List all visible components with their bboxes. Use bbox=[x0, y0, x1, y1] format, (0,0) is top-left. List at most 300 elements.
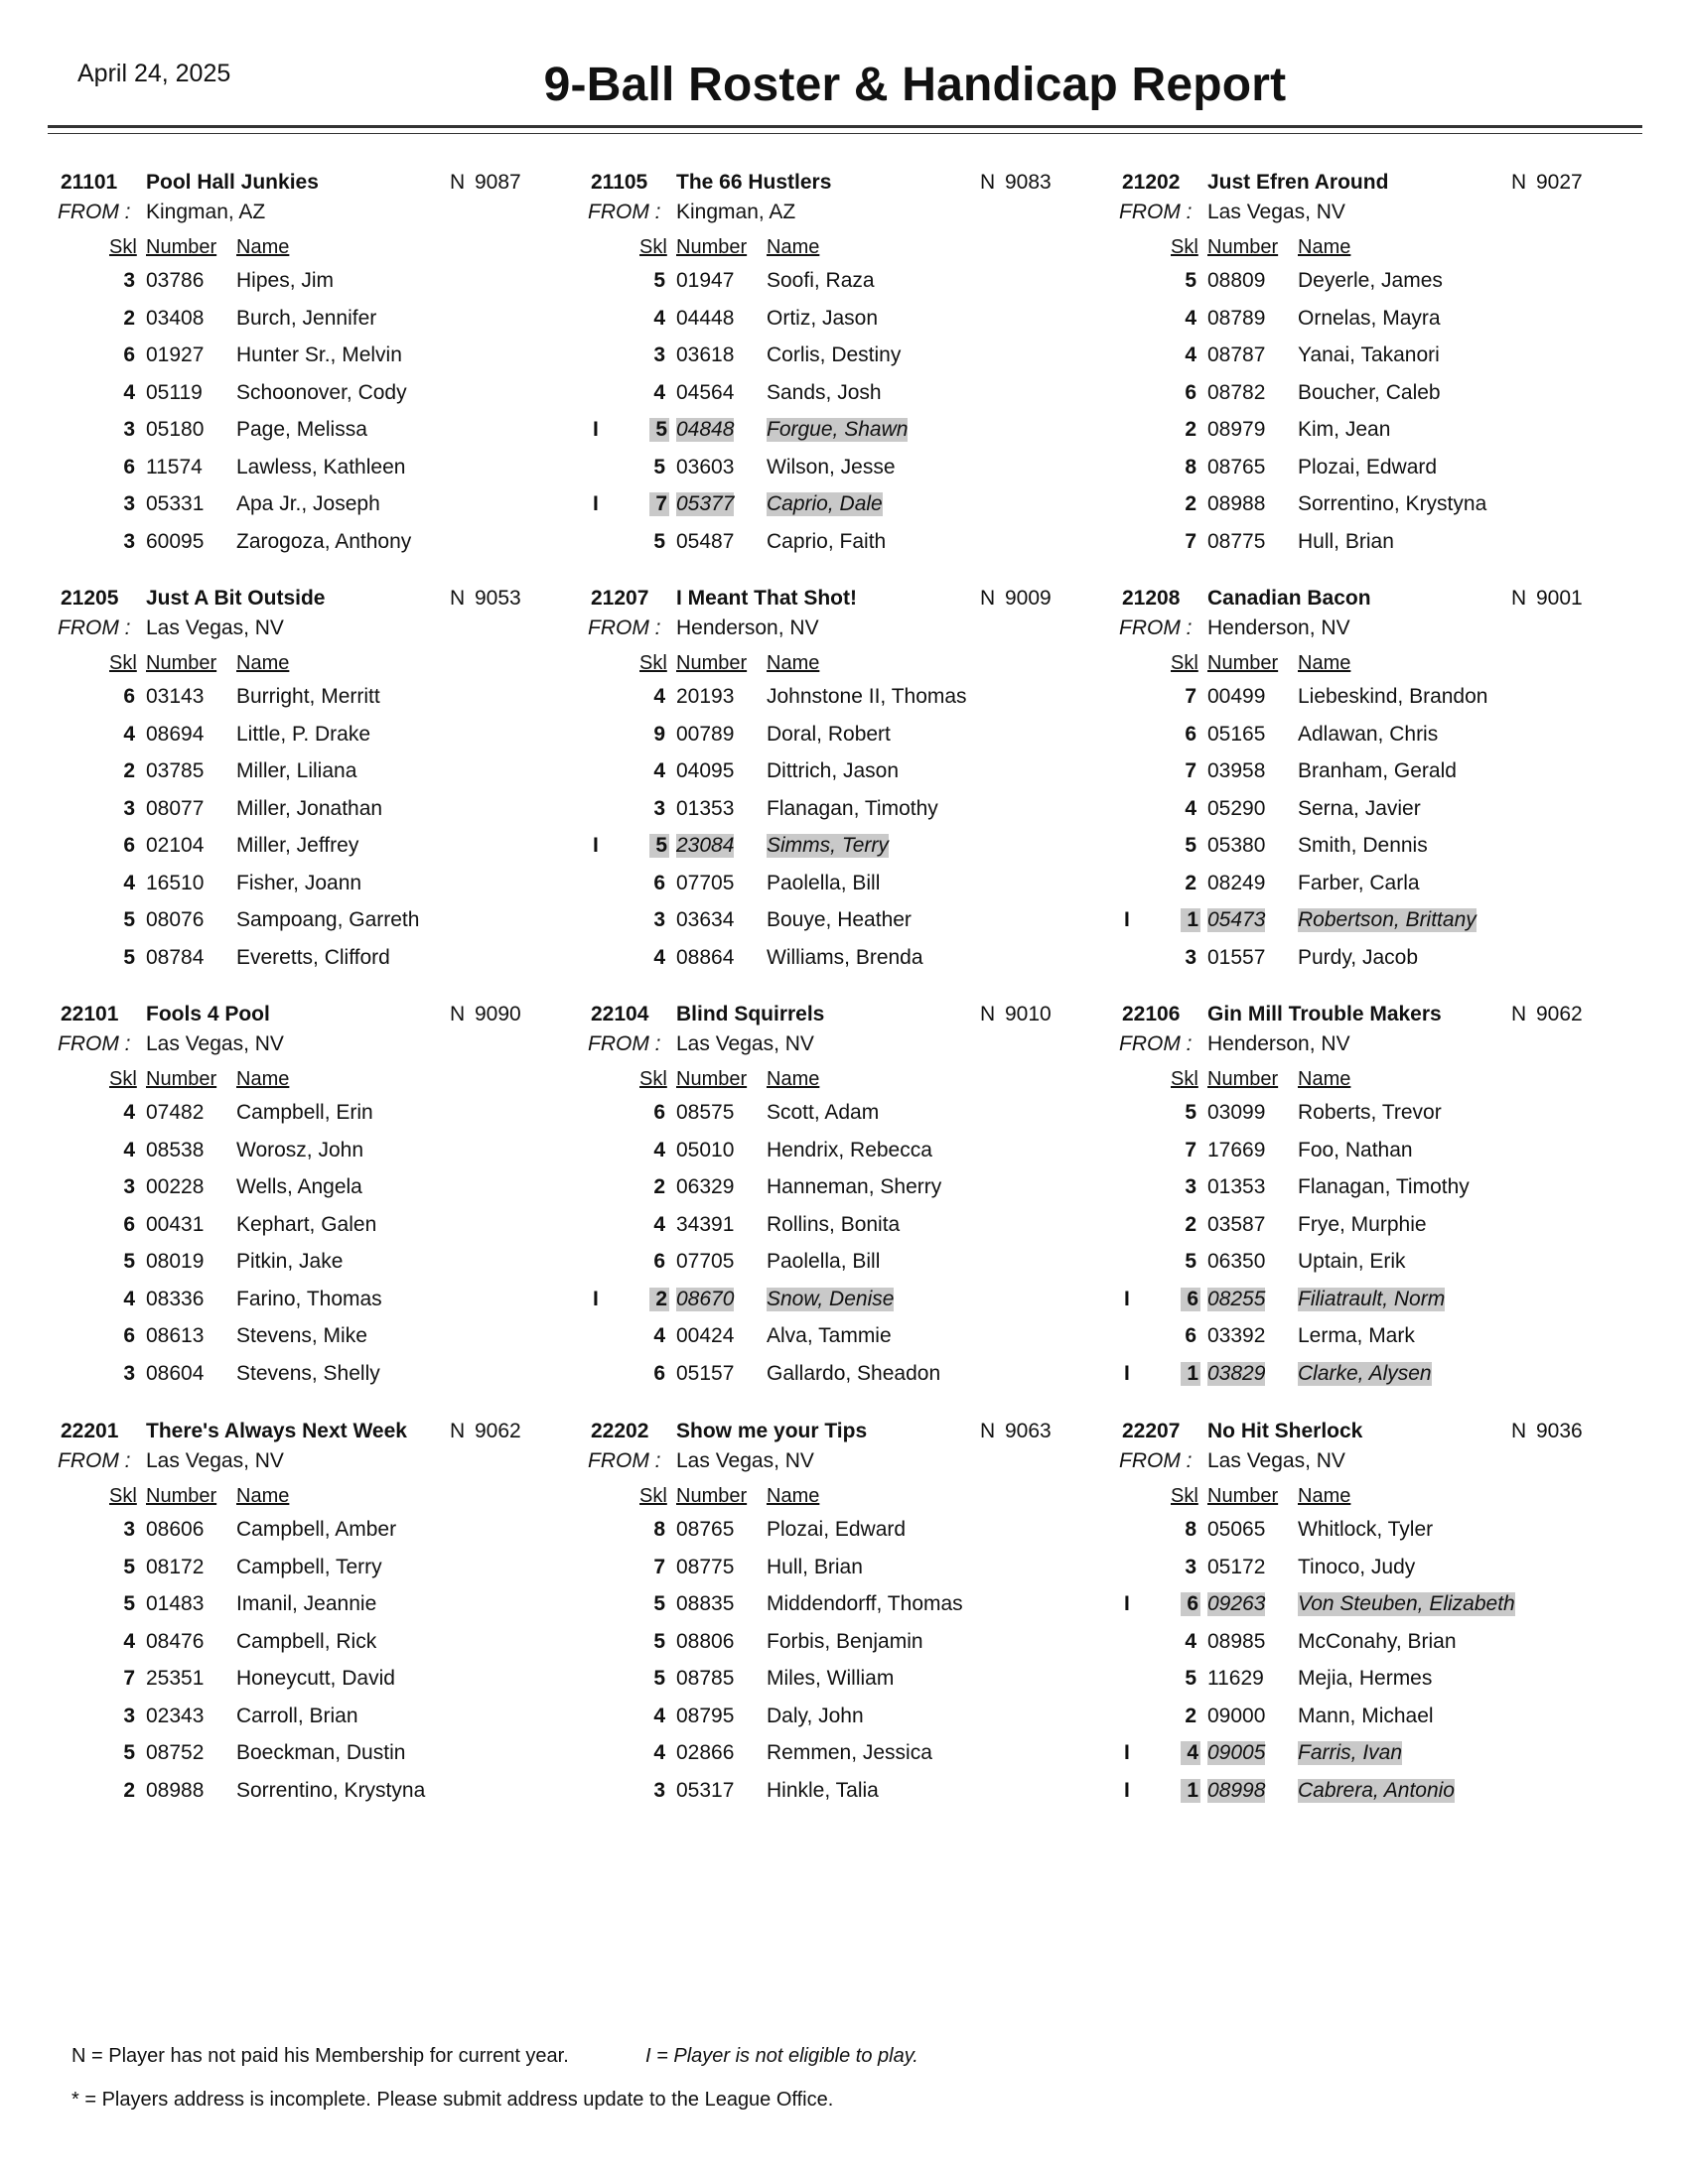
player-row bbox=[1109, 1738, 1625, 1768]
player-flag: I bbox=[1124, 908, 1130, 931]
player-skill: 3 bbox=[653, 796, 665, 820]
legend-star-note: * = Players address is incomplete. Please submit address update to the League Office. bbox=[71, 2089, 834, 2111]
player-skill: 3 bbox=[1185, 1175, 1196, 1198]
player-row bbox=[578, 1589, 1094, 1619]
player-skill: 6 bbox=[123, 685, 135, 708]
team-number: 9027 bbox=[1536, 171, 1583, 194]
player-skill: 3 bbox=[123, 1518, 135, 1541]
player-row bbox=[578, 1553, 1094, 1582]
player-number: 08784 bbox=[146, 945, 205, 969]
player-row bbox=[48, 720, 564, 750]
player-skill: 5 bbox=[1185, 1667, 1196, 1690]
player-skill: 5 bbox=[653, 1629, 665, 1653]
team-name: Show me your Tips bbox=[676, 1420, 868, 1442]
player-row bbox=[1109, 1172, 1625, 1202]
player-number: 00424 bbox=[676, 1324, 735, 1347]
player-row bbox=[1109, 527, 1625, 557]
player-name: Honeycutt, David bbox=[236, 1667, 395, 1690]
team-from-label: FROM : bbox=[1119, 1449, 1193, 1472]
player-row bbox=[578, 1627, 1094, 1657]
player-name: Sands, Josh bbox=[767, 380, 882, 404]
player-row bbox=[1109, 682, 1625, 712]
player-skill: 5 bbox=[1185, 834, 1196, 857]
player-number: 02343 bbox=[146, 1704, 205, 1727]
player-name: Williams, Brenda bbox=[767, 945, 923, 969]
player-number: 08988 bbox=[1207, 492, 1266, 515]
player-skill: 5 bbox=[653, 1592, 665, 1615]
column-header-number: Number bbox=[1207, 652, 1279, 674]
player-name: Hendrix, Rebecca bbox=[767, 1138, 932, 1161]
player-skill: 6 bbox=[123, 455, 135, 478]
team-block bbox=[48, 1420, 564, 1817]
player-name: Roberts, Trevor bbox=[1298, 1101, 1442, 1124]
player-skill: 3 bbox=[123, 1704, 135, 1727]
player-name: Burch, Jennifer bbox=[236, 306, 377, 330]
player-number: 20193 bbox=[676, 685, 735, 708]
player-number: 08775 bbox=[676, 1555, 735, 1578]
player-row bbox=[48, 831, 564, 861]
player-number: 08019 bbox=[146, 1250, 205, 1273]
player-number: 08694 bbox=[146, 722, 205, 746]
team-from-label: FROM : bbox=[588, 201, 661, 223]
player-number: 08782 bbox=[1207, 380, 1266, 404]
player-row bbox=[48, 415, 564, 445]
player-number: 03603 bbox=[676, 455, 735, 478]
player-number: 08575 bbox=[676, 1101, 735, 1124]
player-number: 03829 bbox=[1207, 1361, 1266, 1385]
column-header-number: Number bbox=[676, 1068, 748, 1090]
player-name: Carroll, Brian bbox=[236, 1704, 358, 1727]
player-name: Doral, Robert bbox=[767, 722, 891, 746]
player-row bbox=[48, 1664, 564, 1694]
team-header bbox=[48, 1003, 564, 1055]
player-skill: 5 bbox=[649, 418, 669, 442]
player-row bbox=[578, 1210, 1094, 1240]
team-from: Las Vegas, NV bbox=[146, 616, 284, 639]
player-number: 05290 bbox=[1207, 796, 1266, 820]
player-skill: 7 bbox=[1185, 759, 1196, 782]
player-row bbox=[48, 1098, 564, 1128]
player-skill: 4 bbox=[653, 1741, 665, 1764]
team-id: 21105 bbox=[591, 171, 648, 194]
team-from-label: FROM : bbox=[58, 1032, 131, 1055]
player-number: 08985 bbox=[1207, 1629, 1266, 1653]
team-block bbox=[578, 1003, 1094, 1400]
player-row bbox=[578, 453, 1094, 482]
team-from-label: FROM : bbox=[588, 1032, 661, 1055]
player-skill: 2 bbox=[1185, 1212, 1196, 1236]
player-skill: 4 bbox=[123, 722, 135, 746]
team-header bbox=[578, 171, 1094, 223]
player-row bbox=[48, 1553, 564, 1582]
column-header-name: Name bbox=[1298, 236, 1351, 258]
player-number: 03634 bbox=[676, 908, 735, 931]
column-header-skl: Skl bbox=[1171, 236, 1198, 258]
player-skill: 7 bbox=[1185, 1138, 1196, 1161]
player-name: Little, P. Drake bbox=[236, 722, 371, 746]
player-name: Boeckman, Dustin bbox=[236, 1741, 406, 1764]
player-number: 04095 bbox=[676, 759, 735, 782]
player-skill: 5 bbox=[123, 945, 135, 969]
player-row bbox=[578, 720, 1094, 750]
player-name: Middendorff, Thomas bbox=[767, 1592, 963, 1615]
player-number: 00499 bbox=[1207, 685, 1266, 708]
team-name: The 66 Hustlers bbox=[676, 171, 832, 194]
player-name: Imanil, Jeannie bbox=[236, 1592, 377, 1615]
player-row bbox=[578, 943, 1094, 973]
player-number: 05487 bbox=[676, 529, 735, 553]
player-row bbox=[578, 756, 1094, 786]
column-header-number: Number bbox=[146, 652, 217, 674]
player-skill: 3 bbox=[123, 418, 135, 441]
player-name: Flanagan, Timothy bbox=[767, 796, 938, 820]
player-number: 03618 bbox=[676, 343, 735, 366]
player-number: 08809 bbox=[1207, 269, 1266, 292]
player-skill: 3 bbox=[123, 269, 135, 292]
player-skill: 2 bbox=[123, 1778, 135, 1802]
column-header-skl: Skl bbox=[639, 236, 667, 258]
player-name: Filiatrault, Norm bbox=[1298, 1287, 1446, 1310]
player-number: 08249 bbox=[1207, 871, 1266, 894]
player-skill: 2 bbox=[653, 1175, 665, 1198]
player-number: 05473 bbox=[1207, 908, 1266, 931]
player-skill: 6 bbox=[1181, 1592, 1200, 1616]
team-from: Las Vegas, NV bbox=[676, 1032, 814, 1055]
column-header-number: Number bbox=[676, 1485, 748, 1507]
player-row bbox=[578, 1247, 1094, 1277]
player-number: 05180 bbox=[146, 418, 205, 441]
player-name: Corlis, Destiny bbox=[767, 343, 902, 366]
player-skill: 5 bbox=[123, 1741, 135, 1764]
player-number: 05165 bbox=[1207, 722, 1266, 746]
player-number: 05010 bbox=[676, 1138, 735, 1161]
player-name: Forgue, Shawn bbox=[767, 418, 909, 441]
player-name: Pitkin, Jake bbox=[236, 1250, 344, 1273]
player-row bbox=[1109, 1136, 1625, 1165]
player-row bbox=[578, 1359, 1094, 1389]
team-flag: N bbox=[980, 171, 996, 194]
player-skill: 4 bbox=[123, 1101, 135, 1124]
player-row bbox=[48, 869, 564, 898]
player-name: Hinkle, Talia bbox=[767, 1778, 879, 1802]
player-skill: 3 bbox=[653, 908, 665, 931]
team-flag: N bbox=[1511, 587, 1527, 610]
player-skill: 7 bbox=[1185, 529, 1196, 553]
player-skill: 3 bbox=[123, 1175, 135, 1198]
team-from: Las Vegas, NV bbox=[146, 1032, 284, 1055]
player-row bbox=[48, 489, 564, 519]
player-name: Liebeskind, Brandon bbox=[1298, 685, 1488, 708]
player-number: 00789 bbox=[676, 722, 735, 746]
player-row bbox=[578, 1285, 1094, 1314]
player-name: Campbell, Amber bbox=[236, 1518, 397, 1541]
player-name: Deyerle, James bbox=[1298, 269, 1443, 292]
player-name: Farris, Ivan bbox=[1298, 1741, 1403, 1764]
player-number: 34391 bbox=[676, 1212, 735, 1236]
player-name: Miles, William bbox=[767, 1667, 895, 1690]
team-name: I Meant That Shot! bbox=[676, 587, 857, 610]
player-row bbox=[1109, 1359, 1625, 1389]
player-name: Clarke, Alysen bbox=[1298, 1361, 1432, 1385]
team-block bbox=[578, 587, 1094, 984]
player-number: 08765 bbox=[676, 1518, 735, 1541]
player-row bbox=[578, 1172, 1094, 1202]
player-name: Sampoang, Garreth bbox=[236, 908, 420, 931]
player-skill: 4 bbox=[653, 945, 665, 969]
player-row bbox=[578, 1664, 1094, 1694]
player-name: Tinoco, Judy bbox=[1298, 1555, 1416, 1578]
team-header bbox=[48, 1420, 564, 1472]
player-row bbox=[48, 1321, 564, 1351]
player-name: Boucher, Caleb bbox=[1298, 380, 1441, 404]
team-id: 22101 bbox=[61, 1003, 119, 1025]
player-number: 08476 bbox=[146, 1629, 205, 1653]
player-number: 03143 bbox=[146, 685, 205, 708]
column-header-skl: Skl bbox=[109, 236, 137, 258]
team-id: 22106 bbox=[1122, 1003, 1181, 1025]
column-header-number: Number bbox=[676, 652, 748, 674]
team-header bbox=[1109, 1420, 1625, 1472]
player-number: 05119 bbox=[146, 380, 203, 404]
player-name: Campbell, Erin bbox=[236, 1101, 373, 1124]
player-row bbox=[48, 1738, 564, 1768]
player-skill: 7 bbox=[123, 1667, 135, 1690]
player-name: Stevens, Shelly bbox=[236, 1361, 380, 1385]
column-header-name: Name bbox=[236, 652, 290, 674]
player-row bbox=[48, 1247, 564, 1277]
player-skill: 4 bbox=[1185, 306, 1196, 330]
team-from-label: FROM : bbox=[1119, 201, 1193, 223]
player-row bbox=[48, 527, 564, 557]
player-skill: 6 bbox=[653, 1101, 665, 1124]
player-row bbox=[1109, 756, 1625, 786]
player-number: 03587 bbox=[1207, 1212, 1266, 1236]
team-block bbox=[48, 1003, 564, 1400]
player-number: 01947 bbox=[676, 269, 735, 292]
player-number: 07705 bbox=[676, 871, 735, 894]
player-skill: 5 bbox=[1185, 269, 1196, 292]
team-from: Henderson, NV bbox=[1207, 1032, 1350, 1055]
player-row bbox=[48, 453, 564, 482]
player-number: 07705 bbox=[676, 1250, 735, 1273]
team-from: Las Vegas, NV bbox=[146, 1449, 284, 1472]
player-number: 07482 bbox=[146, 1101, 205, 1124]
player-name: Miller, Liliana bbox=[236, 759, 357, 782]
player-skill: 4 bbox=[653, 685, 665, 708]
player-name: Worosz, John bbox=[236, 1138, 363, 1161]
player-skill: 2 bbox=[1185, 418, 1196, 441]
player-row bbox=[578, 682, 1094, 712]
player-name: Simms, Terry bbox=[767, 834, 889, 857]
player-number: 04564 bbox=[676, 380, 735, 404]
player-skill: 2 bbox=[1185, 492, 1196, 515]
player-row bbox=[48, 905, 564, 935]
column-header-name: Name bbox=[767, 1068, 820, 1090]
player-skill: 5 bbox=[653, 529, 665, 553]
team-block bbox=[1109, 587, 1625, 984]
player-name: Smith, Dennis bbox=[1298, 834, 1428, 857]
player-skill: 4 bbox=[653, 1212, 665, 1236]
player-skill: 2 bbox=[649, 1288, 669, 1311]
player-number: 08336 bbox=[146, 1287, 205, 1310]
player-name: Farino, Thomas bbox=[236, 1287, 382, 1310]
player-name: Zarogoza, Anthony bbox=[236, 529, 412, 553]
player-name: Uptain, Erik bbox=[1298, 1250, 1406, 1273]
player-row bbox=[48, 1172, 564, 1202]
team-from: Las Vegas, NV bbox=[1207, 201, 1345, 223]
team-block bbox=[578, 171, 1094, 568]
player-name: Von Steuben, Elizabeth bbox=[1298, 1592, 1515, 1615]
player-skill: 5 bbox=[123, 1592, 135, 1615]
player-row bbox=[1109, 1553, 1625, 1582]
player-skill: 6 bbox=[1185, 1324, 1196, 1347]
team-header bbox=[1109, 1003, 1625, 1055]
player-name: Page, Melissa bbox=[236, 418, 367, 441]
player-skill: 6 bbox=[1181, 1288, 1200, 1311]
player-number: 60095 bbox=[146, 529, 205, 553]
player-skill: 7 bbox=[1185, 685, 1196, 708]
player-skill: 5 bbox=[123, 908, 135, 931]
player-number: 11629 bbox=[1207, 1667, 1264, 1690]
player-name: Burright, Merritt bbox=[236, 685, 380, 708]
player-row bbox=[48, 1589, 564, 1619]
player-skill: 3 bbox=[1185, 1555, 1196, 1578]
team-from: Las Vegas, NV bbox=[1207, 1449, 1345, 1472]
player-name: Robertson, Brittany bbox=[1298, 908, 1477, 931]
player-skill: 6 bbox=[123, 834, 135, 857]
player-row bbox=[1109, 304, 1625, 334]
player-row bbox=[578, 304, 1094, 334]
player-row bbox=[578, 1515, 1094, 1545]
player-name: Lawless, Kathleen bbox=[236, 455, 406, 478]
player-name: Hull, Brian bbox=[767, 1555, 863, 1578]
player-number: 08864 bbox=[676, 945, 735, 969]
player-row bbox=[578, 905, 1094, 935]
player-skill: 4 bbox=[123, 871, 135, 894]
player-row bbox=[578, 266, 1094, 296]
team-block bbox=[48, 587, 564, 984]
header-rule-thin bbox=[48, 133, 1642, 134]
column-header-number: Number bbox=[676, 236, 748, 258]
player-number: 03785 bbox=[146, 759, 205, 782]
player-flag: I bbox=[593, 834, 599, 857]
player-name: Johnstone II, Thomas bbox=[767, 685, 967, 708]
column-header-number: Number bbox=[146, 236, 217, 258]
column-header-skl: Skl bbox=[639, 1068, 667, 1090]
team-id: 21208 bbox=[1122, 587, 1181, 610]
player-name: Farber, Carla bbox=[1298, 871, 1420, 894]
team-name: Fools 4 Pool bbox=[146, 1003, 270, 1025]
player-flag: I bbox=[593, 492, 599, 515]
player-name: Ortiz, Jason bbox=[767, 306, 879, 330]
player-skill: 3 bbox=[123, 529, 135, 553]
player-row bbox=[1109, 794, 1625, 824]
player-number: 01353 bbox=[676, 796, 735, 820]
team-from-label: FROM : bbox=[1119, 1032, 1193, 1055]
player-name: Plozai, Edward bbox=[1298, 455, 1438, 478]
player-row bbox=[578, 869, 1094, 898]
team-number: 9090 bbox=[475, 1003, 521, 1025]
player-skill: 6 bbox=[653, 1250, 665, 1273]
player-name: Fisher, Joann bbox=[236, 871, 362, 894]
team-flag: N bbox=[1511, 1003, 1527, 1025]
player-skill: 4 bbox=[123, 1287, 135, 1310]
player-skill: 5 bbox=[1185, 1250, 1196, 1273]
column-header-skl: Skl bbox=[639, 652, 667, 674]
player-skill: 6 bbox=[123, 1212, 135, 1236]
player-skill: 4 bbox=[1185, 343, 1196, 366]
player-flag: I bbox=[1124, 1287, 1130, 1310]
player-number: 03392 bbox=[1207, 1324, 1266, 1347]
team-number: 9010 bbox=[1005, 1003, 1052, 1025]
column-header-name: Name bbox=[236, 236, 290, 258]
player-number: 05331 bbox=[146, 492, 205, 515]
column-header-number: Number bbox=[1207, 236, 1279, 258]
player-flag: I bbox=[593, 1287, 599, 1310]
team-name: Pool Hall Junkies bbox=[146, 171, 319, 194]
player-number: 04448 bbox=[676, 306, 735, 330]
player-row bbox=[1109, 415, 1625, 445]
team-name: Gin Mill Trouble Makers bbox=[1207, 1003, 1442, 1025]
column-header-number: Number bbox=[1207, 1485, 1279, 1507]
player-number: 08795 bbox=[676, 1704, 735, 1727]
player-number: 08835 bbox=[676, 1592, 735, 1615]
team-block bbox=[1109, 1420, 1625, 1817]
player-skill: 5 bbox=[653, 455, 665, 478]
player-row bbox=[48, 1359, 564, 1389]
player-number: 08255 bbox=[1207, 1287, 1266, 1310]
player-name: Alva, Tammie bbox=[767, 1324, 892, 1347]
player-skill: 1 bbox=[1181, 908, 1200, 932]
player-number: 05380 bbox=[1207, 834, 1266, 857]
player-name: Cabrera, Antonio bbox=[1298, 1778, 1455, 1802]
player-row bbox=[1109, 1210, 1625, 1240]
player-number: 08172 bbox=[146, 1555, 205, 1578]
player-number: 09000 bbox=[1207, 1704, 1266, 1727]
player-row bbox=[578, 1321, 1094, 1351]
player-name: Apa Jr., Joseph bbox=[236, 492, 380, 515]
player-row bbox=[48, 1515, 564, 1545]
player-number: 08998 bbox=[1207, 1778, 1266, 1802]
player-row bbox=[48, 943, 564, 973]
team-flag: N bbox=[450, 587, 466, 610]
player-skill: 6 bbox=[123, 1324, 135, 1347]
player-number: 08613 bbox=[146, 1324, 205, 1347]
team-from-label: FROM : bbox=[58, 616, 131, 639]
player-flag: I bbox=[593, 418, 599, 441]
player-skill: 5 bbox=[1185, 1101, 1196, 1124]
player-number: 02104 bbox=[146, 834, 205, 857]
column-header-name: Name bbox=[236, 1068, 290, 1090]
player-name: Whitlock, Tyler bbox=[1298, 1518, 1434, 1541]
player-name: Branham, Gerald bbox=[1298, 759, 1457, 782]
player-name: Mann, Michael bbox=[1298, 1704, 1434, 1727]
column-header-name: Name bbox=[767, 236, 820, 258]
player-number: 00431 bbox=[146, 1212, 205, 1236]
player-skill: 2 bbox=[123, 306, 135, 330]
team-block bbox=[48, 171, 564, 568]
player-name: Forbis, Benjamin bbox=[767, 1629, 923, 1653]
player-skill: 6 bbox=[653, 871, 665, 894]
player-row bbox=[48, 1136, 564, 1165]
player-row bbox=[48, 304, 564, 334]
column-header-name: Name bbox=[1298, 1485, 1351, 1507]
player-row bbox=[578, 1776, 1094, 1806]
team-number: 9063 bbox=[1005, 1420, 1052, 1442]
player-name: Campbell, Rick bbox=[236, 1629, 377, 1653]
player-flag: I bbox=[1124, 1741, 1130, 1764]
player-skill: 7 bbox=[649, 492, 669, 516]
